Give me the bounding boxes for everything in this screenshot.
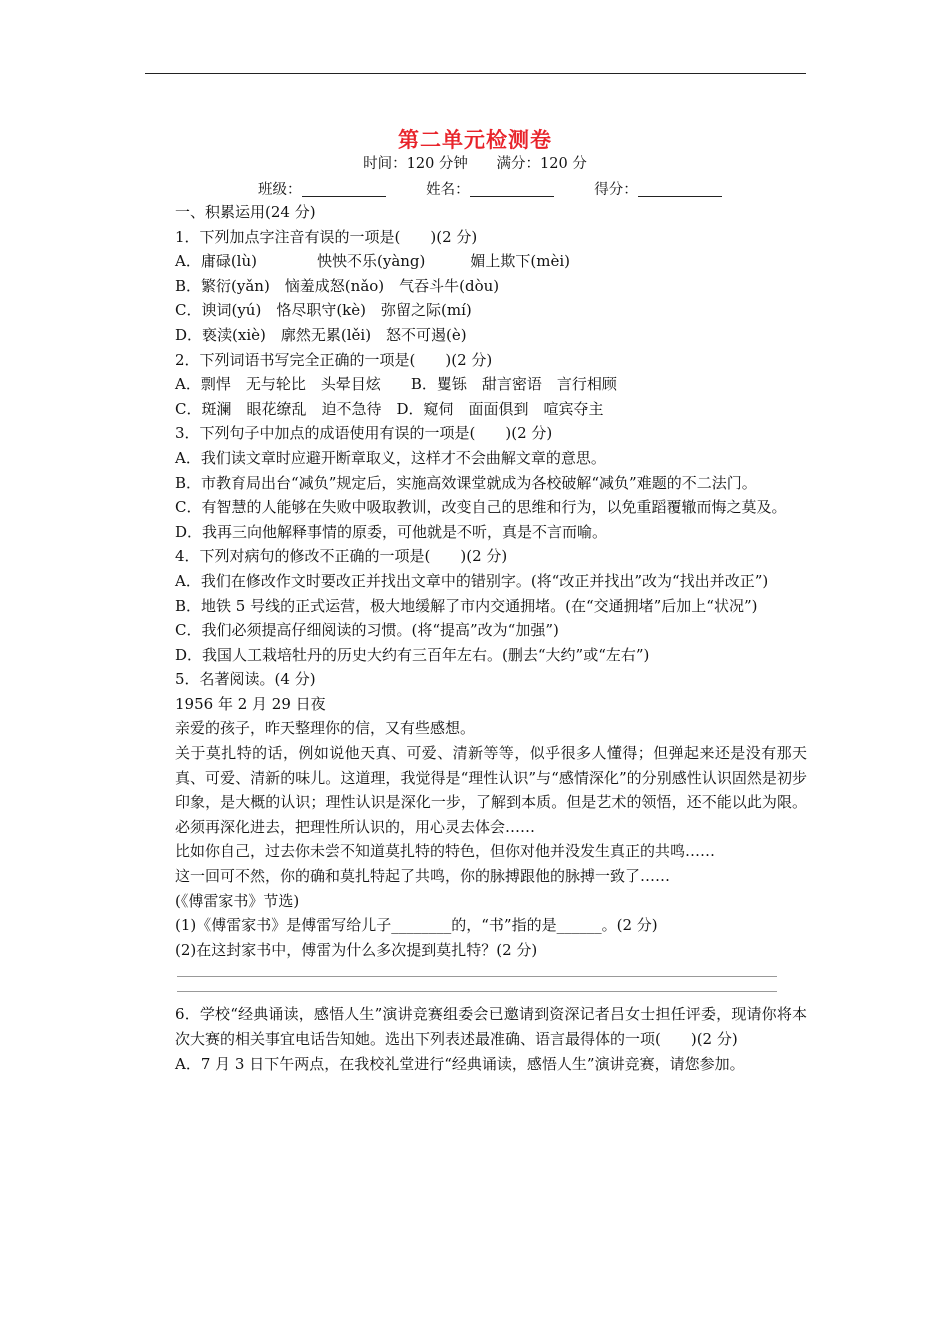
name-field — [426, 178, 554, 199]
q6-option-a: A．7 月 3 日下午两点，在我校礼堂进行“经典诵读，感悟人生”演讲竞赛，请您参加。 — [175, 1054, 745, 1073]
name-blank — [470, 182, 554, 197]
exam-time: 时间：120 分钟 — [363, 156, 468, 172]
q4-option-c: C．我们必须提高仔细阅读的习惯。(将“提高”改为“加强”) — [175, 621, 559, 640]
class-blank — [302, 182, 386, 197]
exam-meta — [0, 152, 950, 173]
q6-stem: 6．学校“经典诵读，感悟人生”演讲竞赛组委会已邀请到资深记者吕女士担任评委，现请你将本次大赛的相关事宜电话告知她。选出下列表述最准确、语言最得体的一项( )(2 分) — [175, 1005, 807, 1048]
q5-sub2: (2)在这封家书中，傅雷为什么多次提到莫扎特？(2 分) — [175, 940, 538, 959]
grade-label: 得分： — [594, 182, 638, 198]
q1-stem: 1．下列加点字注音有误的一项是( )(2 分) — [175, 227, 478, 246]
q4-option-b: B．地铁 5 号线的正式运营，极大地缓解了市内交通拥堵。(在“交通拥堵”后加上“状况”) — [175, 596, 758, 615]
q1-option-a: A．庸碌(lù) 怏怏不乐(yàng) 媚上欺下(mèi) — [175, 252, 570, 271]
answer-line-1 — [177, 976, 777, 977]
section-heading: 一、积累运用(24 分) — [175, 203, 316, 221]
name-label: 姓名： — [426, 182, 470, 198]
q4-stem: 4．下列对病句的修改不正确的一项是( )(2 分) — [175, 547, 508, 566]
q1-option-b: B．繁衍(yǎn) 恼羞成怒(nǎo) 气吞斗牛(dòu) — [175, 276, 500, 295]
q3-option-a: A．我们读文章时应避开断章取义，这样才不会曲解文章的意思。 — [175, 448, 606, 467]
q3-stem: 3．下列句子中加点的成语使用有误的一项是( )(2 分) — [175, 424, 553, 443]
q5-stem: 5．名著阅读。(4 分) — [175, 670, 316, 689]
q3-option-d: D．我再三向他解释事情的原委，可他就是不听，真是不言而喻。 — [175, 522, 608, 541]
answer-line-2 — [177, 991, 777, 992]
student-info — [258, 178, 758, 199]
exam-body — [145, 200, 807, 1076]
q1-option-c: C．谀词(yú) 恪尽职守(kè) 弥留之际(mí) — [175, 301, 472, 320]
grade-blank — [638, 182, 722, 197]
letter-paragraph-3: 这一回可不然，你的确和莫扎特起了共鸣，你的脉搏跟他的脉搏一致了…… — [175, 867, 671, 886]
letter-paragraph-2: 比如你自己，过去你未尝不知道莫扎特的特色，但你对他并没发生真正的共鸣…… — [175, 842, 716, 861]
q2-stem: 2．下列词语书写完全正确的一项是( )(2 分) — [175, 350, 493, 369]
grade-field — [594, 178, 722, 199]
q1-option-d: D．亵渎(xiè) 廓然无累(lěi) 怒不可遏(è) — [175, 325, 467, 344]
exam-score: 满分：120 分 — [496, 156, 587, 172]
q2-options-cd: C．斑澜 眼花缭乱 迫不急待 D．窥伺 面面俱到 喧宾夺主 — [175, 399, 604, 418]
letter-date: 1956 年 2 月 29 日夜 — [175, 694, 326, 713]
header-rule — [145, 73, 806, 74]
letter-paragraph-1: 关于莫扎特的话，例如说他天真、可爱、清新等等，似乎很多人懂得；但弹起来还是没有那天真、可爱、清新的味儿。这道理，我觉得是“理性认识”与“感情深化”的分别感性认识固然是初步印象，是大概的认识；理性认识是深化一步，了解到本质。但是艺术的领悟，还不能以此为限。必须再深化进去，把理性所认识的，用心灵去体会…… — [175, 744, 807, 836]
class-field — [258, 178, 386, 199]
q4-option-a: A．我们在修改作文时要改正并找出文章中的错别字。(将“改正并找出”改为“找出并改正”) — [175, 571, 769, 590]
q4-option-d: D．我国人工栽培牡丹的历史大约有三百年左右。(删去“大约”或“左右”) — [175, 645, 650, 664]
letter-source: (《傅雷家书》节选) — [175, 891, 300, 910]
page-title: 第二单元检测卷 — [398, 127, 552, 152]
q3-option-c: C．有智慧的人能够在失败中吸取教训，改变自己的思维和行为，以免重蹈覆辙而悔之莫及。 — [175, 498, 787, 517]
letter-greeting: 亲爱的孩子，昨天整理你的信，又有些感想。 — [175, 719, 476, 738]
q5-sub1: (1)《傅雷家书》是傅雷写给儿子________的，“书”指的是______。(2 分) — [175, 916, 658, 935]
q2-options-ab: A．剽悍 无与轮比 头晕目炫 B．矍铄 甜言密语 言行相顾 — [175, 375, 617, 394]
q3-option-b: B．市教育局出台“减负”规定后，实施高效课堂就成为各校破解“减负”难题的不二法门。 — [175, 473, 757, 492]
class-label: 班级： — [258, 182, 302, 198]
